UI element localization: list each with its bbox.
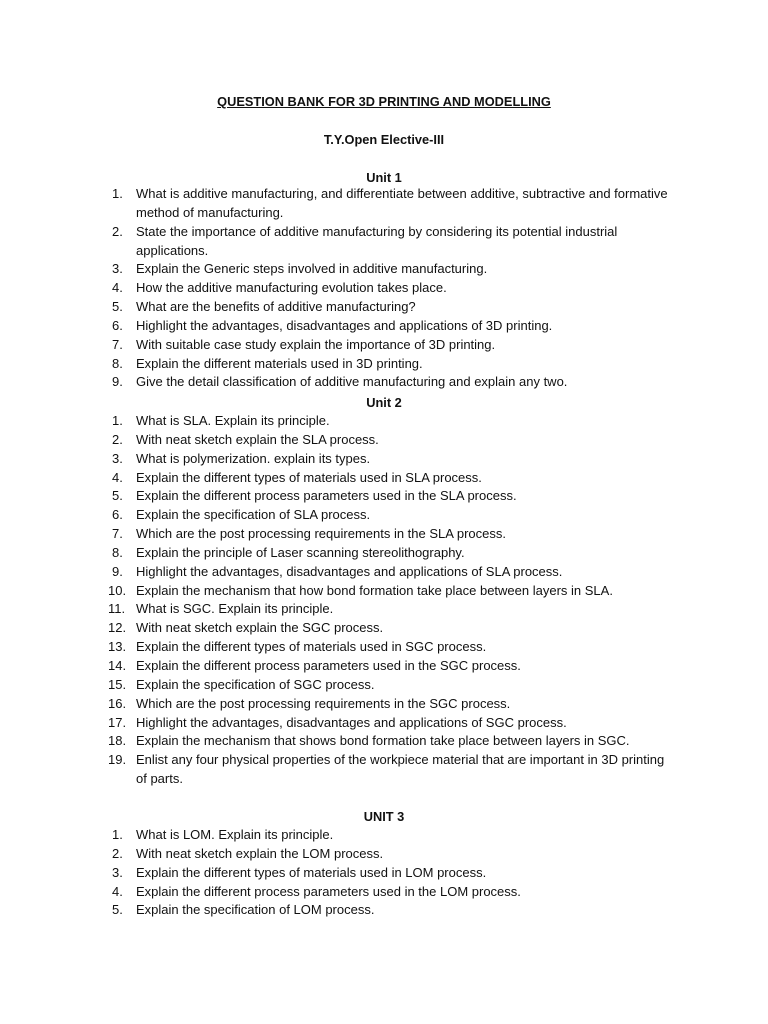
question-item: [108, 714, 668, 733]
question-number: 19.: [108, 752, 127, 768]
question-item: [108, 600, 668, 619]
question-item: [108, 487, 668, 506]
question-number: 5.: [112, 299, 123, 315]
question-item: [108, 525, 668, 544]
unit-1-heading: Unit 1: [366, 170, 402, 185]
question-text: Explain the different materials used in 3D printing.: [136, 355, 423, 371]
question-number: 13.: [108, 639, 127, 655]
question-text: Explain the specification of SLA process.: [136, 507, 371, 523]
document-title: QUESTION BANK FOR 3D PRINTING AND MODELLING: [217, 94, 551, 109]
question-number: 11.: [108, 601, 126, 617]
question-text: With neat sketch explain the SLA process.: [136, 431, 379, 447]
question-item: [108, 431, 668, 450]
question-text: What are the benefits of additive manufacturing?: [136, 299, 416, 315]
question-item: [108, 336, 668, 355]
question-item: [108, 751, 668, 789]
question-number: 3.: [112, 450, 123, 466]
question-number: 4.: [112, 469, 123, 485]
question-number: 12.: [108, 620, 127, 636]
question-text: State the importance of additive manufacturing by considering its potential industrial applications.: [136, 223, 618, 258]
question-item: [108, 695, 668, 714]
question-text: Explain the mechanism that how bond formation take place between layers in SLA.: [136, 582, 613, 598]
question-item: [108, 845, 668, 864]
question-item: [108, 883, 668, 902]
unit-1-question-list: [108, 185, 668, 392]
question-number: 4.: [112, 280, 123, 296]
question-number: 2.: [112, 431, 123, 447]
question-text: Explain the mechanism that shows bond formation take place between layers in SGC.: [136, 733, 630, 749]
unit-2-question-list: [108, 412, 668, 789]
question-item: [108, 260, 668, 279]
question-number: 18.: [108, 733, 127, 749]
question-item: [108, 638, 668, 657]
question-text: What is LOM. Explain its principle.: [136, 827, 334, 842]
question-number: 16.: [108, 695, 127, 711]
unit-2-heading: Unit 2: [366, 395, 402, 410]
question-text: What is polymerization. explain its types.: [136, 450, 371, 466]
question-text: Explain the specification of SGC process.: [136, 676, 375, 692]
question-number: 17.: [108, 714, 127, 730]
question-item: [108, 355, 668, 374]
question-item: [108, 298, 668, 317]
question-number: 2.: [112, 845, 123, 861]
question-text: Explain the different process parameters used in the LOM process.: [136, 883, 521, 899]
question-item: [108, 657, 668, 676]
question-item: [108, 412, 668, 431]
question-item: [108, 676, 668, 695]
question-number: 1.: [112, 186, 123, 201]
question-item: [108, 373, 668, 392]
question-number: 5.: [112, 902, 123, 918]
question-number: 9.: [112, 374, 123, 390]
question-text: Explain the different process parameters used in the SGC process.: [136, 657, 521, 673]
question-text: Explain the principle of Laser scanning stereolithography.: [136, 544, 465, 560]
question-number: 8.: [112, 355, 123, 371]
unit-3-heading: UNIT 3: [363, 809, 405, 824]
question-number: 7.: [112, 526, 123, 542]
question-text: Give the detail classification of additive manufacturing and explain any two.: [136, 374, 568, 390]
question-text: What is additive manufacturing, and differentiate between additive, subtractive and formative method of manufacturing.: [136, 186, 668, 220]
question-text: What is SGC. Explain its principle.: [136, 601, 334, 617]
question-text: Explain the different types of materials used in SLA process.: [136, 469, 482, 485]
question-number: 6.: [112, 317, 123, 333]
question-number: 3.: [112, 864, 123, 880]
question-number: 7.: [112, 336, 123, 352]
question-number: 8.: [112, 544, 123, 560]
question-text: With neat sketch explain the LOM process.: [136, 845, 384, 861]
question-number: 15.: [108, 676, 127, 692]
question-item: [108, 317, 668, 336]
question-item: [108, 544, 668, 563]
question-text: Highlight the advantages, disadvantages and applications of SLA process.: [136, 563, 563, 579]
question-number: 10.: [108, 582, 127, 598]
question-text: Explain the specification of LOM process.: [136, 902, 375, 918]
question-text: Highlight the advantages, disadvantages and applications of 3D printing.: [136, 317, 553, 333]
question-number: 2.: [112, 223, 123, 239]
question-item: [108, 450, 668, 469]
question-text: Which are the post processing requirements in the SGC process.: [136, 695, 511, 711]
unit-3-question-list: [108, 826, 668, 920]
question-text: How the additive manufacturing evolution takes place.: [136, 280, 447, 296]
question-item: [108, 864, 668, 883]
question-text: What is SLA. Explain its principle.: [136, 413, 330, 428]
question-item: [108, 826, 668, 845]
question-item: [108, 279, 668, 298]
question-item: [108, 469, 668, 488]
question-text: Explain the different types of materials used in SGC process.: [136, 639, 487, 655]
question-item: [108, 582, 668, 601]
question-number: 14.: [108, 657, 127, 673]
question-number: 3.: [112, 261, 123, 277]
question-text: Enlist any four physical properties of the workpiece material that are important in 3D printing of parts.: [136, 752, 665, 787]
question-number: 4.: [112, 883, 123, 899]
question-item: [108, 732, 668, 751]
question-text: Explain the different types of materials used in LOM process.: [136, 864, 487, 880]
question-item: [108, 185, 668, 223]
question-item: [108, 223, 668, 261]
question-text: Explain the Generic steps involved in additive manufacturing.: [136, 261, 488, 277]
question-text: Which are the post processing requirements in the SLA process.: [136, 526, 506, 542]
question-text: Explain the different process parameters used in the SLA process.: [136, 488, 517, 504]
question-item: [108, 619, 668, 638]
question-text: With neat sketch explain the SGC process.: [136, 620, 384, 636]
document-subtitle: T.Y.Open Elective-III: [323, 132, 445, 147]
question-item: [108, 506, 668, 525]
question-number: 5.: [112, 488, 123, 504]
question-item: [108, 901, 668, 920]
question-number: 6.: [112, 507, 123, 523]
question-number: 1.: [112, 413, 123, 428]
question-number: 9.: [112, 563, 123, 579]
question-item: [108, 563, 668, 582]
question-number: 1.: [112, 827, 123, 842]
question-text: With suitable case study explain the importance of 3D printing.: [136, 336, 496, 352]
question-text: Highlight the advantages, disadvantages and applications of SGC process.: [136, 714, 567, 730]
